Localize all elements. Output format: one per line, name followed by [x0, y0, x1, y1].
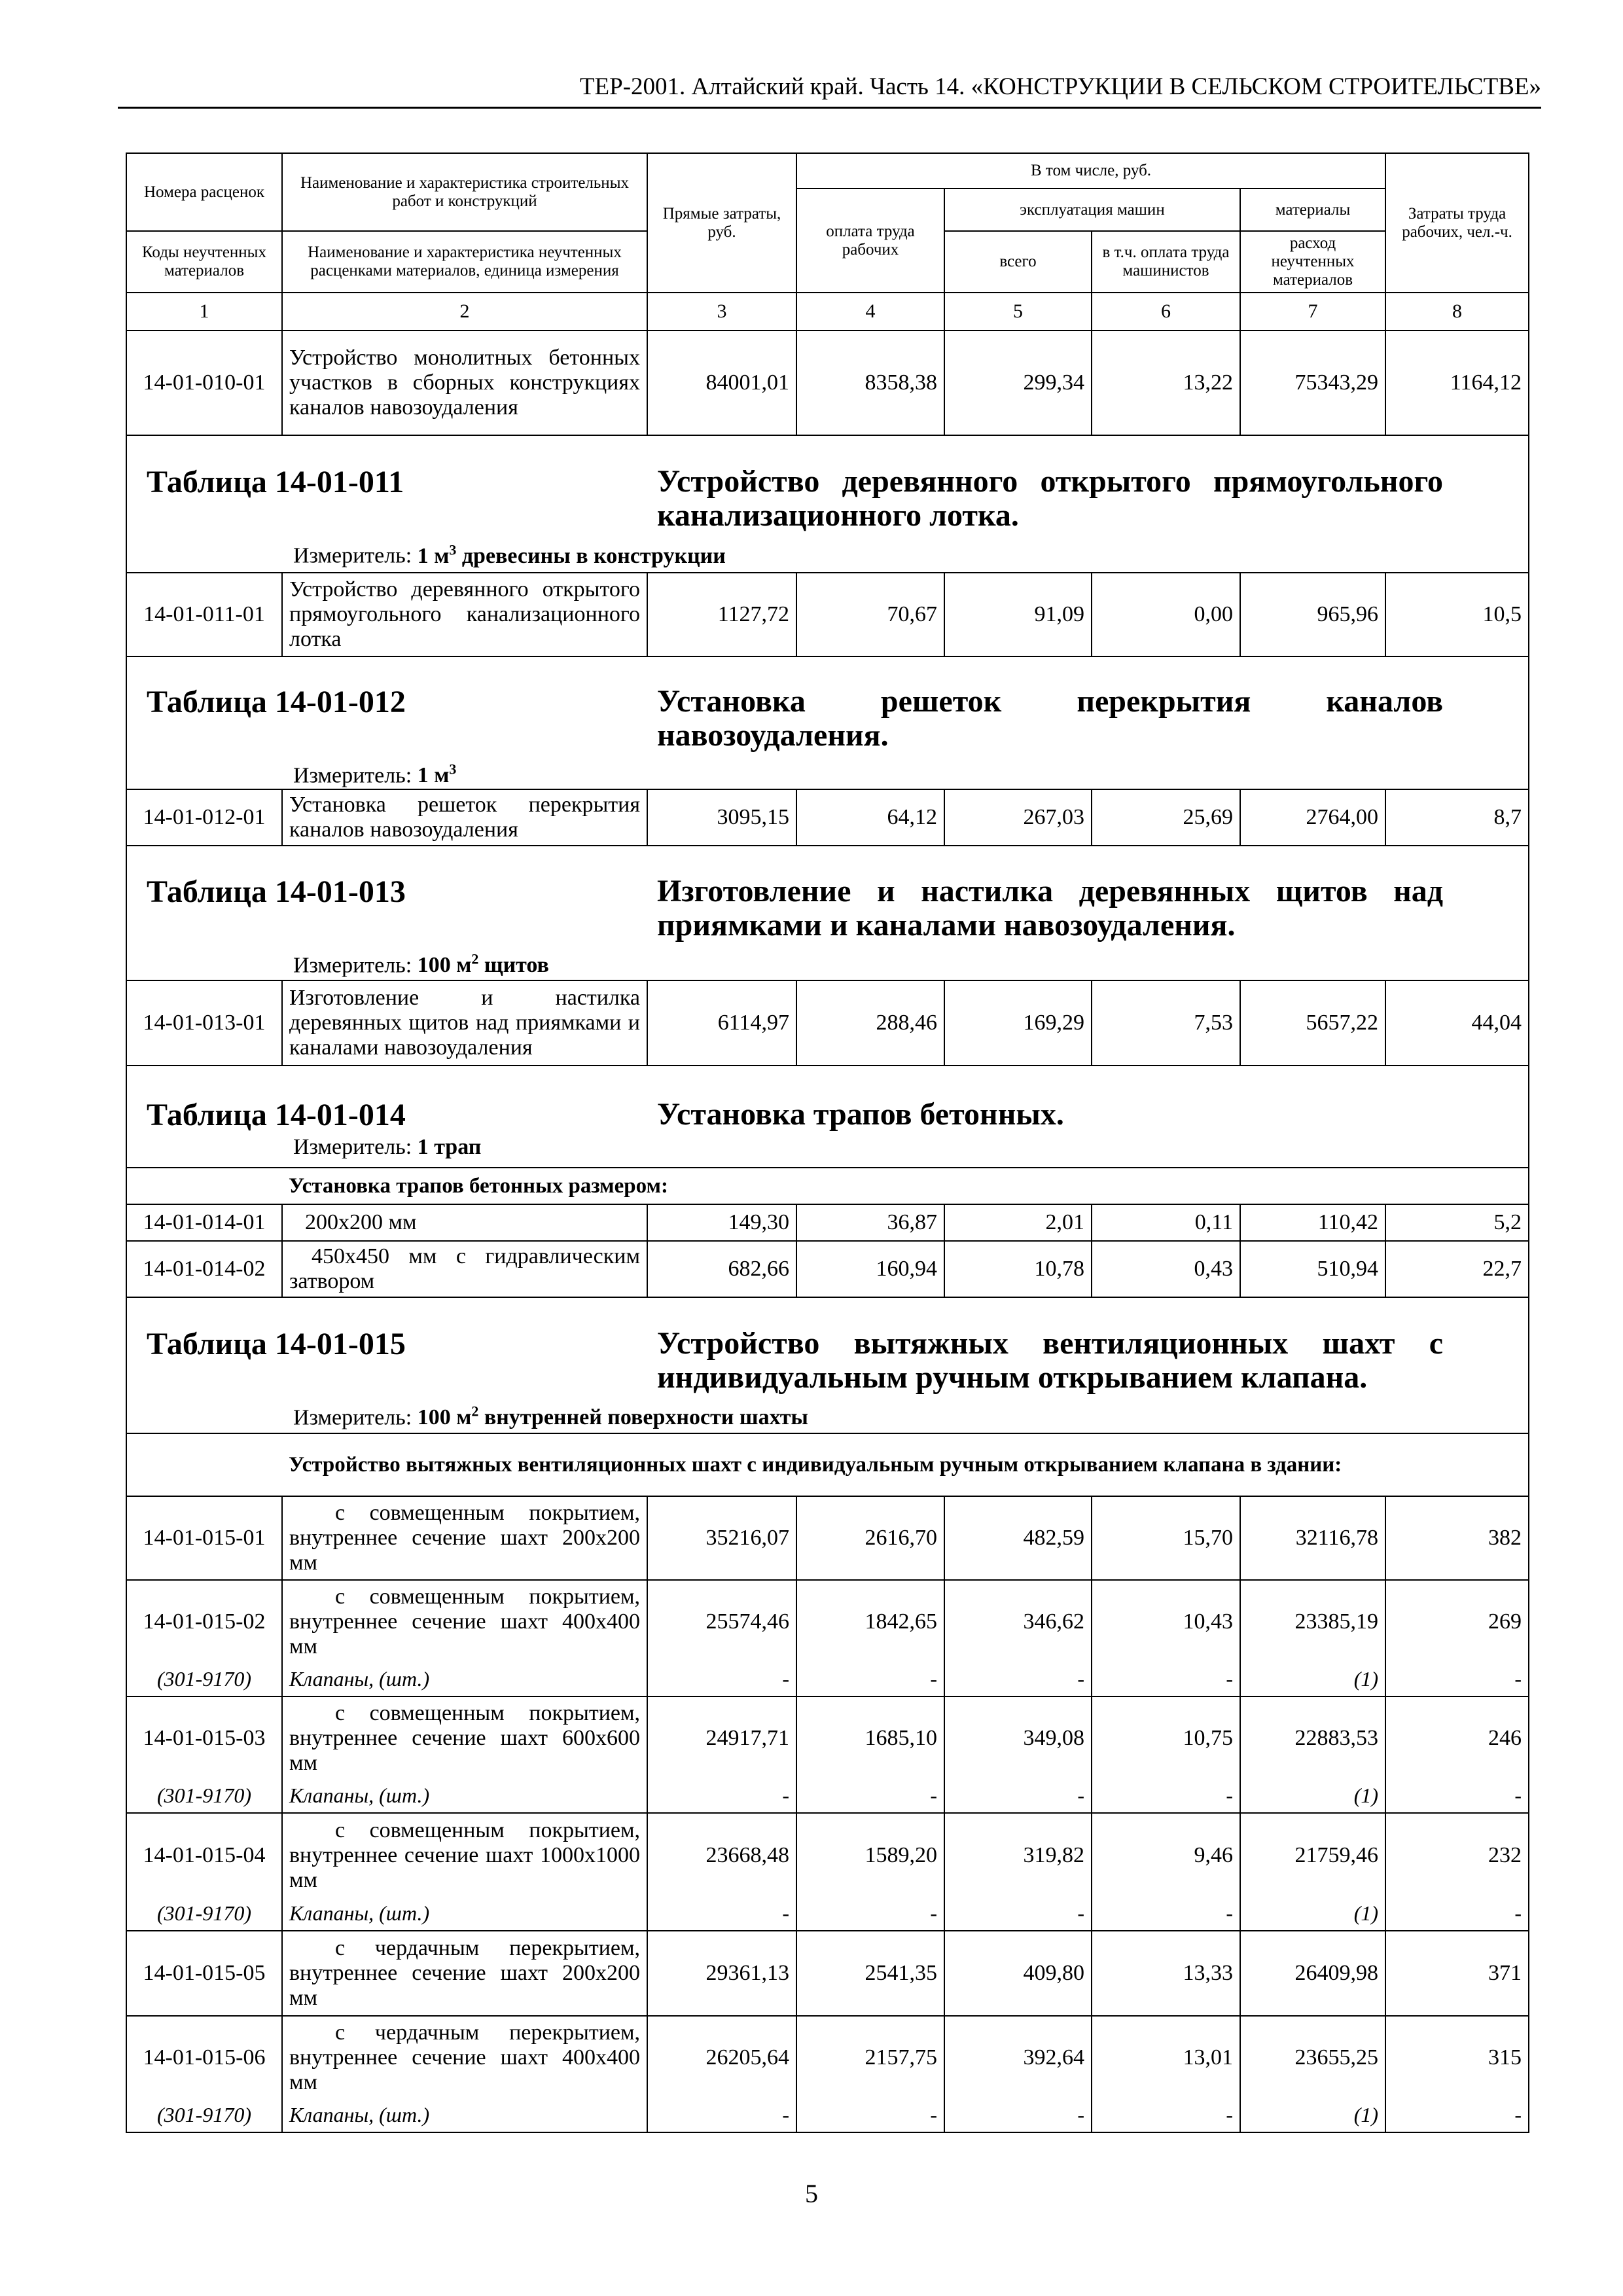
materials-value: 21759,46	[1240, 1813, 1385, 1897]
direct-costs-value: 25574,46	[647, 1580, 796, 1662]
col-number: 7	[1240, 293, 1385, 331]
dash-value: -	[796, 1897, 944, 1931]
table-name: Устройство деревянного открытого прямоугольного канализационного лотка.	[657, 464, 1444, 533]
section-title: Установка трапов бетонных размером:	[282, 1168, 1529, 1204]
materials-value: 510,94	[1240, 1241, 1385, 1297]
table-row	[126, 1813, 1529, 1897]
machines-total-value: 346,62	[944, 1580, 1092, 1662]
operator-pay-value: 0,11	[1092, 1204, 1240, 1241]
dash-value: -	[944, 1779, 1092, 1813]
machines-total-value: 169,29	[944, 980, 1092, 1066]
dash-value: -	[1092, 1662, 1240, 1696]
dash-value: -	[647, 1779, 796, 1813]
table-row	[126, 1241, 1529, 1297]
dash-value: -	[1385, 1897, 1529, 1931]
labor-value: 10,5	[1385, 573, 1529, 656]
section-row	[126, 1168, 1529, 1204]
table-row	[126, 1580, 1529, 1662]
rate-name: 450х450 мм с гидравлическим затвором	[282, 1241, 647, 1297]
section-row	[126, 1433, 1529, 1496]
material-name: Клапаны, (шт.)	[282, 2098, 647, 2132]
col-number: 5	[944, 293, 1092, 331]
dash-value: -	[1385, 1779, 1529, 1813]
column-numbers-row	[126, 293, 1529, 331]
materials-value: 110,42	[1240, 1204, 1385, 1241]
material-code: (301-9170)	[126, 1897, 282, 1931]
materials-value: 2764,00	[1240, 789, 1385, 846]
machines-total-value: 409,80	[944, 1931, 1092, 2016]
machines-total-value: 91,09	[944, 573, 1092, 656]
rate-name: с совмещенным покрытием, внутреннее сечение шахт 200х200 мм	[282, 1496, 647, 1580]
material-code: (301-9170)	[126, 2098, 282, 2132]
table-row	[126, 1696, 1529, 1779]
table-block-012	[126, 656, 1529, 789]
running-header: ТЕР-2001. Алтайский край. Часть 14. «КОНСТРУКЦИИ В СЕЛЬСКОМ СТРОИТЕЛЬСТВЕ»	[118, 71, 1541, 109]
direct-costs-value: 26205,64	[647, 2016, 796, 2098]
machines-total-value: 267,03	[944, 789, 1092, 846]
col-rate-numbers: Номера расценок	[126, 153, 282, 231]
material-quantity: (1)	[1240, 2098, 1385, 2132]
dash-value: -	[1385, 1662, 1529, 1696]
direct-costs-value: 35216,07	[647, 1496, 796, 1580]
dash-value: -	[647, 1897, 796, 1931]
col-machines-total: всего	[944, 231, 1092, 293]
table-block-011	[126, 435, 1529, 573]
rate-code: 14-01-011-01	[126, 573, 282, 656]
operator-pay-value: 7,53	[1092, 980, 1240, 1066]
col-unaccounted-expense: расход неучтенных материалов	[1240, 231, 1385, 293]
dash-value: -	[1092, 1779, 1240, 1813]
rate-code: 14-01-015-05	[126, 1931, 282, 2016]
meter-line: Измеритель: 100 $м^2$ внутренней поверхности шахты	[293, 1403, 808, 1429]
operator-pay-value: 13,01	[1092, 2016, 1240, 2098]
table-row	[126, 1204, 1529, 1241]
rate-code: 14-01-015-03	[126, 1696, 282, 1779]
machines-total-value: 319,82	[944, 1813, 1092, 1897]
materials-value: 23385,19	[1240, 1580, 1385, 1662]
rate-name: Установка решеток перекрытия каналов навозоудаления	[282, 789, 647, 846]
labor-value: 315	[1385, 2016, 1529, 2098]
dash-value: -	[944, 1662, 1092, 1696]
worker-pay-value: 1589,20	[796, 1813, 944, 1897]
page-number: 5	[805, 2179, 818, 2208]
material-quantity: (1)	[1240, 1897, 1385, 1931]
col-number: 1	[126, 293, 282, 331]
materials-value: 23655,25	[1240, 2016, 1385, 2098]
table-name: Устройство вытяжных вентиляционных шахт с индивидуальным ручным открыванием клапана.	[657, 1325, 1444, 1395]
operator-pay-value: 25,69	[1092, 789, 1240, 846]
direct-costs-value: 23668,48	[647, 1813, 796, 1897]
operator-pay-value: 13,33	[1092, 1931, 1240, 2016]
operator-pay-value: 10,43	[1092, 1580, 1240, 1662]
machines-total-value: 299,34	[944, 331, 1092, 435]
worker-pay-value: 2616,70	[796, 1496, 944, 1580]
labor-value: 269	[1385, 1580, 1529, 1662]
labor-value: 8,7	[1385, 789, 1529, 846]
dash-value: -	[796, 1662, 944, 1696]
material-name: Клапаны, (шт.)	[282, 1779, 647, 1813]
worker-pay-value: 2157,75	[796, 2016, 944, 2098]
operator-pay-value: 15,70	[1092, 1496, 1240, 1580]
operator-pay-value: 13,22	[1092, 331, 1240, 435]
col-unaccounted-names: Наименование и характеристика неучтенных расценками материалов, единица измерения	[282, 231, 647, 293]
col-direct-costs: Прямые затраты, руб.	[647, 153, 796, 293]
dash-value: -	[647, 2098, 796, 2132]
table-block-014	[126, 1066, 1529, 1168]
machines-total-value: 392,64	[944, 2016, 1092, 2098]
worker-pay-value: 64,12	[796, 789, 944, 846]
table-title: Таблица 14-01-014	[147, 1098, 406, 1133]
material-row	[126, 1779, 1529, 1813]
rate-code: 14-01-013-01	[126, 980, 282, 1066]
table-row	[126, 331, 1529, 435]
machines-total-value: 349,08	[944, 1696, 1092, 1779]
machines-total-value: 482,59	[944, 1496, 1092, 1580]
labor-value: 1164,12	[1385, 331, 1529, 435]
worker-pay-value: 1685,10	[796, 1696, 944, 1779]
rates-table	[126, 152, 1529, 2133]
material-code: (301-9170)	[126, 1779, 282, 1813]
dash-value: -	[796, 1779, 944, 1813]
direct-costs-value: 84001,01	[647, 331, 796, 435]
worker-pay-value: 160,94	[796, 1241, 944, 1297]
worker-pay-value: 1842,65	[796, 1580, 944, 1662]
meter-line: Измеритель: 1 $м^3$	[293, 761, 457, 788]
section-title: Устройство вытяжных вентиляционных шахт с индивидуальным ручным открыванием клапана в здании:	[282, 1433, 1529, 1496]
table-title: Таблица 14-01-013	[147, 874, 406, 909]
dash-value: -	[1092, 1897, 1240, 1931]
table-title: Таблица 14-01-012	[147, 685, 406, 719]
machines-total-value: 10,78	[944, 1241, 1092, 1297]
material-row	[126, 1897, 1529, 1931]
rate-name: Устройство деревянного открытого прямоугольного канализационного лотка	[282, 573, 647, 656]
rate-code: 14-01-015-02	[126, 1580, 282, 1662]
labor-value: 246	[1385, 1696, 1529, 1779]
table-row	[126, 573, 1529, 656]
header-row-1	[126, 153, 1529, 188]
material-code: (301-9170)	[126, 1662, 282, 1696]
operator-pay-value: 0,43	[1092, 1241, 1240, 1297]
operator-pay-value: 9,46	[1092, 1813, 1240, 1897]
operator-pay-value: 10,75	[1092, 1696, 1240, 1779]
rate-name: с совмещенным покрытием, внутреннее сечение шахт 400х400 мм	[282, 1580, 647, 1662]
worker-pay-value: 8358,38	[796, 331, 944, 435]
rate-code: 14-01-010-01	[126, 331, 282, 435]
dash-value: -	[944, 2098, 1092, 2132]
material-name: Клапаны, (шт.)	[282, 1662, 647, 1696]
materials-value: 75343,29	[1240, 331, 1385, 435]
table-block-013	[126, 846, 1529, 980]
material-row	[126, 2098, 1529, 2132]
dash-value: -	[1092, 2098, 1240, 2132]
col-materials: материалы	[1240, 188, 1385, 231]
rate-code: 14-01-014-01	[126, 1204, 282, 1241]
operator-pay-value: 0,00	[1092, 573, 1240, 656]
labor-value: 22,7	[1385, 1241, 1529, 1297]
direct-costs-value: 1127,72	[647, 573, 796, 656]
worker-pay-value: 70,67	[796, 573, 944, 656]
col-name-characteristic: Наименование и характеристика строительных работ и конструкций	[282, 153, 647, 231]
col-operator-pay: в т.ч. оплата труда машинистов	[1092, 231, 1240, 293]
col-number: 2	[282, 293, 647, 331]
direct-costs-value: 24917,71	[647, 1696, 796, 1779]
col-in-total: В том числе, руб.	[796, 153, 1385, 188]
rate-code: 14-01-012-01	[126, 789, 282, 846]
col-number: 3	[647, 293, 796, 331]
table-name: Изготовление и настилка деревянных щитов над приямками и каналами навозоудаления.	[657, 873, 1444, 942]
col-number: 8	[1385, 293, 1529, 331]
worker-pay-value: 36,87	[796, 1204, 944, 1241]
material-row	[126, 1662, 1529, 1696]
machines-total-value: 2,01	[944, 1204, 1092, 1241]
materials-value: 32116,78	[1240, 1496, 1385, 1580]
direct-costs-value: 29361,13	[647, 1931, 796, 2016]
labor-value: 5,2	[1385, 1204, 1529, 1241]
labor-value: 371	[1385, 1931, 1529, 2016]
col-unaccounted-codes: Коды неучтенных материалов	[126, 231, 282, 293]
materials-value: 5657,22	[1240, 980, 1385, 1066]
materials-value: 26409,98	[1240, 1931, 1385, 2016]
materials-value: 965,96	[1240, 573, 1385, 656]
worker-pay-value: 288,46	[796, 980, 944, 1066]
meter-line: Измеритель: 100 $м^2$ щитов	[293, 950, 549, 977]
dash-value: -	[647, 1662, 796, 1696]
rate-name: с совмещенным покрытием, внутреннее сечение шахт 1000х1000 мм	[282, 1813, 647, 1897]
rate-code: 14-01-015-04	[126, 1813, 282, 1897]
col-worker-pay: оплата труда рабочих	[796, 188, 944, 293]
table-row	[126, 2016, 1529, 2098]
meter-line: Измеритель: 1 $м^3$ древесины в конструкции	[293, 541, 726, 568]
table-row	[126, 1931, 1529, 2016]
table-title: Таблица 14-01-011	[147, 465, 404, 500]
table-name: Установка решеток перекрытия каналов навозоудаления.	[657, 684, 1444, 753]
table-row	[126, 789, 1529, 846]
material-name: Клапаны, (шт.)	[282, 1897, 647, 1931]
direct-costs-value: 3095,15	[647, 789, 796, 846]
rate-code: 14-01-014-02	[126, 1241, 282, 1297]
worker-pay-value: 2541,35	[796, 1931, 944, 2016]
dash-value: -	[796, 2098, 944, 2132]
labor-value: 44,04	[1385, 980, 1529, 1066]
col-machine-operation: эксплуатация машин	[944, 188, 1240, 231]
col-labor-costs: Затраты труда рабочих, чел.-ч.	[1385, 153, 1529, 293]
col-number: 4	[796, 293, 944, 331]
dash-value: -	[944, 1897, 1092, 1931]
direct-costs-value: 149,30	[647, 1204, 796, 1241]
table-row	[126, 1496, 1529, 1580]
table-title: Таблица 14-01-015	[147, 1326, 406, 1361]
rate-code: 14-01-015-01	[126, 1496, 282, 1580]
rate-name: 200х200 мм	[282, 1204, 647, 1241]
table-block-015	[126, 1297, 1529, 1433]
table-row	[126, 980, 1529, 1066]
material-quantity: (1)	[1240, 1779, 1385, 1813]
table-name: Установка трапов бетонных.	[657, 1097, 1064, 1132]
direct-costs-value: 6114,97	[647, 980, 796, 1066]
materials-value: 22883,53	[1240, 1696, 1385, 1779]
rate-name: с чердачным перекрытием, внутреннее сечение шахт 400х400 мм	[282, 2016, 647, 2098]
direct-costs-value: 682,66	[647, 1241, 796, 1297]
material-quantity: (1)	[1240, 1662, 1385, 1696]
labor-value: 232	[1385, 1813, 1529, 1897]
meter-line: Измеритель: 1 трап	[293, 1135, 482, 1160]
rate-name: с совмещенным покрытием, внутреннее сечение шахт 600х600 мм	[282, 1696, 647, 1779]
labor-value: 382	[1385, 1496, 1529, 1580]
rate-name: Изготовление и настилка деревянных щитов над приямками и каналами навозоудаления	[282, 980, 647, 1066]
rate-name: с чердачным перекрытием, внутреннее сечение шахт 200х200 мм	[282, 1931, 647, 2016]
rate-code: 14-01-015-06	[126, 2016, 282, 2098]
rate-name: Устройство монолитных бетонных участков в сборных конструкциях каналов навозоудаления	[282, 331, 647, 435]
dash-value: -	[1385, 2098, 1529, 2132]
col-number: 6	[1092, 293, 1240, 331]
